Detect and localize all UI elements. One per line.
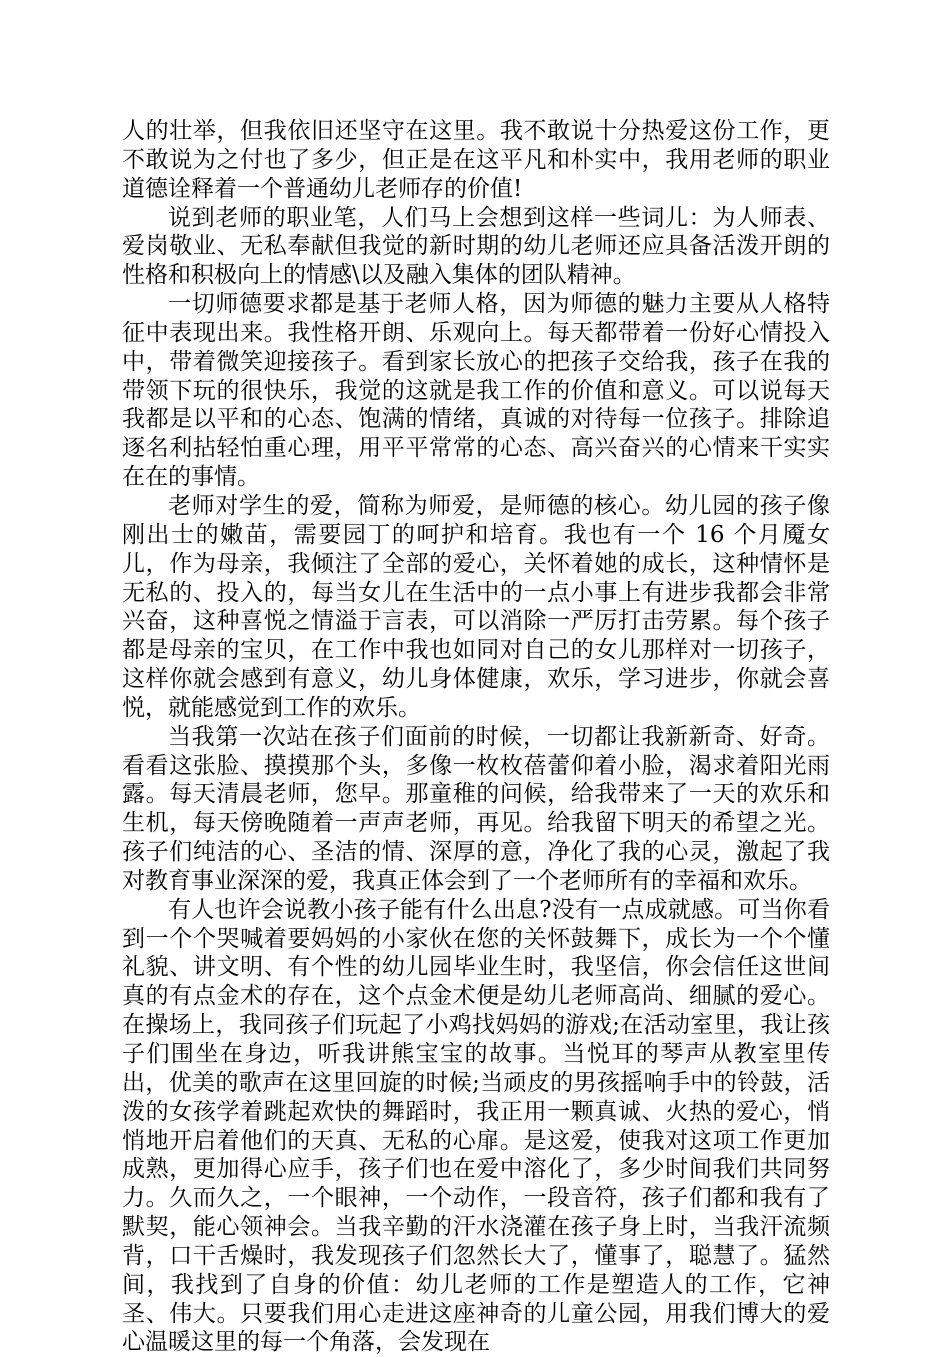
paragraph-teacher-love: 老师对学生的爱，简称为师爱，是师德的核心。幼儿园的孩子像刚出士的嫩苗，需要园丁的呵护和培育。我也有一个 16 个月魇女儿，作为母亲，我倾注了全部的爱心，关怀着她的成长，这种情怀是无私的、投入的，每当女儿在生活中的一点小事上有进步我都会非常兴奋，这种喜悦之情溢于言表，可以消除一严厉打击劳累。每个孩子都是母亲的宝贝，在工作中我也如同对自己的女儿那样对一切孩子，这样你就会感到有意义，幼儿身体健康，欢乐，学习进步，你就会喜悦，就能感觉到工作的欢乐。 bbox=[122, 492, 830, 721]
paragraph-teacher-personality: 一切师德要求都是基于老师人格，因为师德的魅力主要从人格特征中表现出来。我性格开朗、乐观向上。每天都带着一份好心情投入中，带着微笑迎接孩子。看到家长放心的把孩子交给我，孩子在我的带领下玩的很快乐，我觉的这就是我工作的价值和意义。可以说每天我都是以平和的心态、饱满的情绪，真诚的对待每一位孩子。排除追逐名利拈轻怕重心理，用平平常常的心态、高兴奋兴的心情来干实实在在的事情。 bbox=[122, 291, 830, 491]
paragraph-continuation: 人的壮举，但我依旧还坚守在这里。我不敢说十分热爱这份工作，更不敢说为之付也了多少，但正是在这平凡和朴实中，我用老师的职业道德诠释着一个普通幼儿老师存的价值! bbox=[122, 118, 830, 202]
document-body bbox=[122, 117, 830, 1357]
paragraph-first-day: 当我第一次站在孩子们面前的时候，一切都让我新新奇、好奇。看看这张脸、摸摸那个头，多像一枚枚蓓蕾仰着小脸，渴求着阳光雨露。每天清晨老师，您早。那童稚的问候，给我带来了一天的欢乐和生机，每天傍晚随着一声声老师，再见。给我留下明天的希望之光。孩子们纯洁的心、圣洁的情、深厚的意，净化了我的心灵，激起了我对教育事业深深的爱，我真正体会到了一个老师所有的幸福和欢乐。 bbox=[122, 723, 830, 894]
paragraph-sense-of-achievement: 有人也许会说教小孩子能有什么出息?没有一点成就感。可当你看到一个个哭喊着要妈妈的小家伙在您的关怀鼓舞下，成长为一个个懂礼貌、讲文明、有个性的幼儿园毕业生时，我坚信，你会信任这世间真的有点金术的存在，这个点金术便是幼儿老师高尚、细腻的爱心。在操场上，我同孩子们玩起了小鸡找妈妈的游戏;在活动室里，我让孩子们围坐在身边，听我讲熊宝宝的故事。当悦耳的琴声从教室里传出，优美的歌声在这里回旋的时候;当顽皮的男孩摇响手中的铃鼓，活泼的女孩学着跳起欢快的舞蹈时，我正用一颗真诚、火热的爱心，悄悄地开启着他们的天真、无私的心扉。是这爱，使我对这项工作更加成熟，更加得心应手，孩子们也在爱中溶化了，多少时间我们共同努力。久而久之，一个眼神，一个动作，一段音符，孩子们都和我有了默契，能心领神会。当我辛勤的汗水浇灌在孩子身上时，当我汗流频背，口干舌燥时，我发现孩子们忽然长大了，懂事了，聪慧了。猛然间，我找到了自身的价值：幼儿老师的工作是塑造人的工作，它神圣、伟大。只要我们用心走进这座神奇的儿童公园，用我们博大的爱心温暖这里的每一个角落，会发现在 bbox=[122, 896, 830, 1356]
paragraph-teacher-qualities: 说到老师的职业笔，人们马上会想到这样一些词儿：为人师表、爱岗敬业、无私奉献但我觉的新时期的幼儿老师还应具备活泼开朗的性格和积极向上的情感\以及融入集体的团队精神。 bbox=[122, 204, 830, 289]
